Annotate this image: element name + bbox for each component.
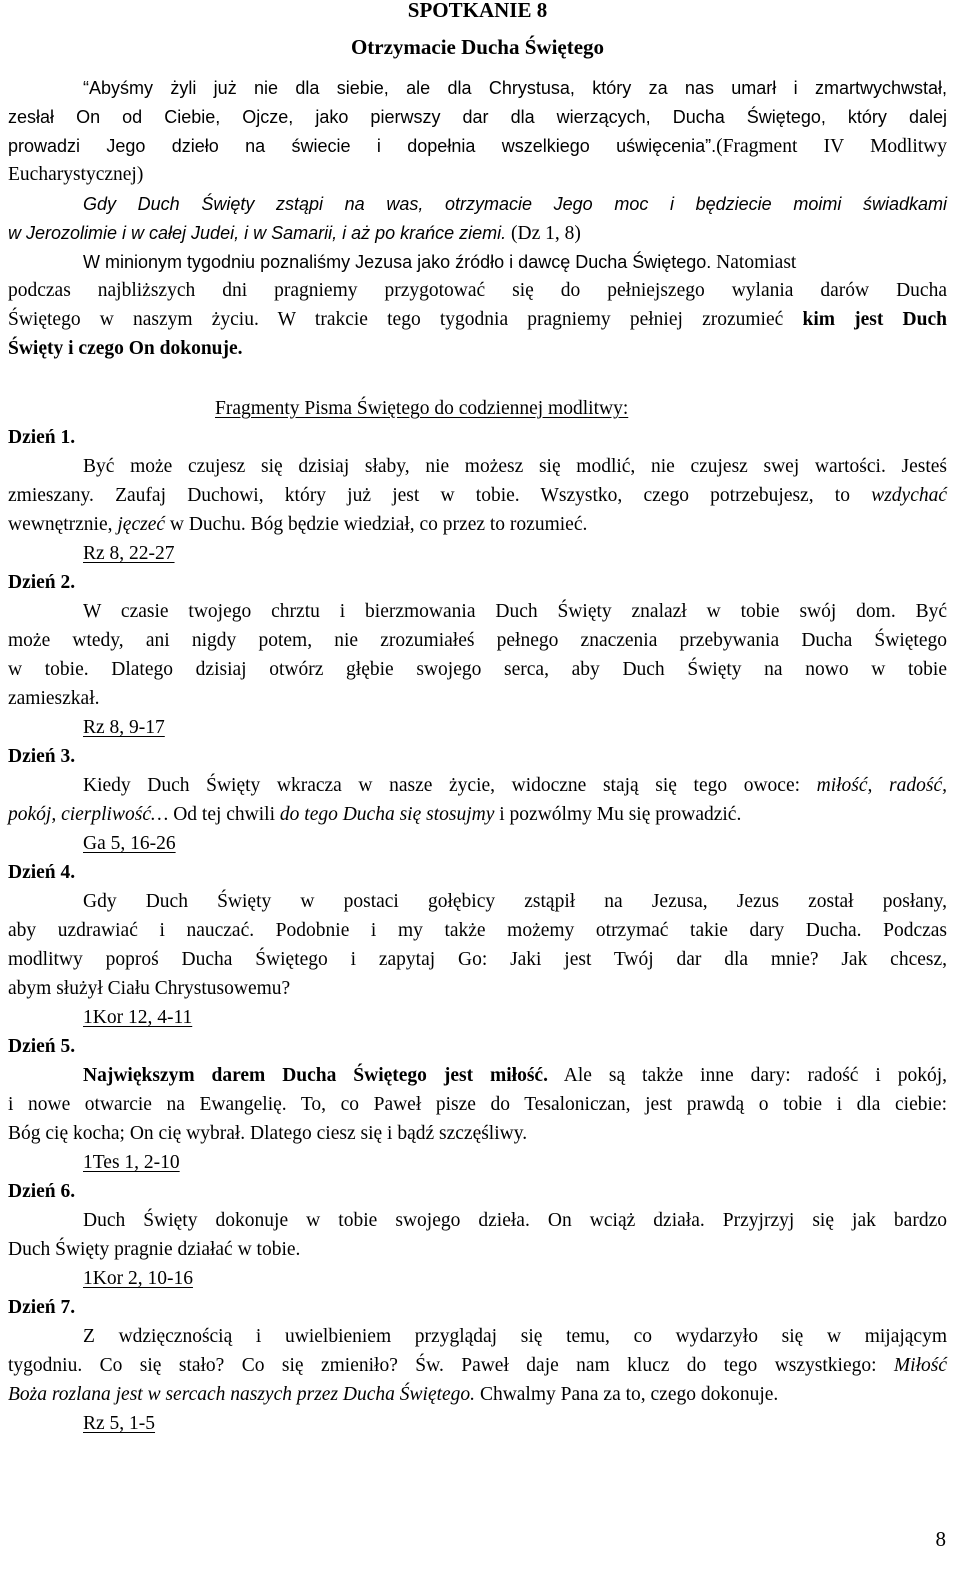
- day-6-ref: [83, 1264, 947, 1294]
- page-number: 8: [935, 1527, 946, 1551]
- intro-line-9: [8, 305, 947, 335]
- intro-line-9-text: Świętego w naszym życiu. W trakcie tego tygodnia pragniemy pełniej zrozumieć: [8, 309, 803, 330]
- day-7-line-3-italic: Boża rozlana jest w sercach naszych przez Ducha Świętego.: [8, 1384, 476, 1405]
- section-heading: Fragmenty Pisma Świętego do codziennej modlitwy:: [215, 398, 629, 419]
- day-4-line-1: Gdy Duch Święty w postaci gołębicy zstąpił na Jezusa, Jezus został posłany,: [83, 891, 947, 912]
- day-1-line-3: [8, 510, 947, 540]
- day-2-line-1: W czasie twojego chrztu i bierzmowania Duch Święty znalazł w tobie swój dom. Być: [83, 601, 947, 622]
- day-2-line-4: zamieszkał.: [8, 688, 100, 709]
- intro-line-2: zesłał On od Ciebie, Ojcze, jako pierwszy dar dla wierzących, Ducha Świętego, który dalej: [8, 107, 947, 127]
- intro-line-9-bold: kim jest Duch: [802, 309, 947, 330]
- intro-verse-line-1: Gdy Duch Święty zstąpi na was, otrzymacie Jego moc i będziecie moimi świadkami: [83, 194, 947, 214]
- day-6-line-1: Duch Święty dokonuje w tobie swojego dzieła. On wciąż działa. Przyjrzyj się jak bardzo: [83, 1210, 947, 1231]
- intro-summary: W minionym tygodniu poznaliśmy Jezusa jako źródło i dawcę Ducha Świętego.: [83, 252, 712, 272]
- intro-summary-cont: Natomiast: [711, 252, 797, 273]
- day-5-line-2: i nowe otwarcie na Ewangelię. To, co Paweł pisze do Tesaloniczan, jest prawdą o tobie i dla ciebie:: [8, 1094, 947, 1115]
- intro-verse-ref: (Dz 1, 8): [506, 223, 581, 244]
- day-5-line-3: Bóg cię kocha; On cię wybrał. Dlatego ciesz się i bądź szczęśliwy.: [8, 1123, 528, 1144]
- day-7-scripture-ref: Rz 5, 1-5: [83, 1413, 156, 1434]
- intro-line-4: Eucharystycznej): [8, 164, 144, 185]
- intro-verse-line-2: [8, 218, 947, 248]
- day-1-line-3-a: wewnętrznie,: [8, 514, 118, 535]
- intro-quote-end: prowadzi Jego dzieło na świecie i dopełnia wszelkiego uświęcenia”.: [8, 136, 717, 156]
- day-1-label: Dzień 1.: [8, 427, 76, 448]
- day-1-line-1: Być może czujesz się dzisiaj słaby, nie możesz się modlić, nie czujesz swej wartości. Jesteś: [83, 456, 947, 477]
- day-3-line-2-b: Od tej chwili: [168, 804, 280, 825]
- day-3-label: Dzień 3.: [8, 746, 76, 767]
- day-7-line-2-text: tygodniu. Co się stało? Co się zmieniło? Św. Paweł daje nam klucz do tego wszystkiego:: [8, 1355, 894, 1376]
- day-5-line-1: [83, 1061, 947, 1091]
- day-2-label: Dzień 2.: [8, 572, 76, 593]
- day-7-line-3-text: Chwalmy Pana za to, czego dokonuje.: [475, 1384, 779, 1405]
- day-3-line-1-italic: miłość, radość,: [816, 775, 947, 796]
- day-3-line-2-d: i pozwólmy Mu się prowadzić.: [494, 804, 742, 825]
- day-4-line-2: aby uzdrawiać i nauczać. Podobnie i my także możemy otrzymać takie dary Ducha. Podczas: [8, 920, 947, 941]
- day-3-line-1: [83, 771, 947, 801]
- day-1-line-2-text: zmieszany. Zaufaj Duchowi, który już jest w tobie. Wszystko, czego potrzebujesz, to: [8, 485, 872, 506]
- day-4-line-3: modlitwy poproś Ducha Świętego i zapytaj Go: Jaki jest Twój dar dla mnie? Jak chcesz,: [8, 949, 947, 970]
- day-3-line-2-italic-2: do tego Ducha się stosujmy: [279, 804, 495, 825]
- day-1-scripture-ref: Rz 8, 22-27: [83, 543, 175, 564]
- day-7-line-2-italic: Miłość: [893, 1355, 947, 1376]
- intro-line-3: [8, 131, 947, 161]
- day-1-line-3-italic: jęczeć: [117, 514, 166, 535]
- intro-line-10: Święty i czego On dokonuje.: [8, 338, 243, 359]
- day-7-line-1: Z wdzięcznością i uwielbieniem przyglądaj się temu, co wydarzyło się w mijającym: [83, 1326, 947, 1347]
- intro-source: (Fragment IV Modlitwy: [716, 136, 947, 157]
- day-5-line-1-bold: Największym darem Ducha Świętego jest miłość.: [83, 1065, 548, 1086]
- day-7-ref: [83, 1409, 947, 1439]
- day-1-line-2: [8, 481, 947, 511]
- day-1-line-3-c: w Duchu. Bóg będzie wiedział, co przez to rozumieć.: [165, 514, 588, 535]
- day-7-line-2: [8, 1351, 947, 1381]
- day-6-line-2: Duch Święty pragnie działać w tobie.: [8, 1239, 301, 1260]
- day-4-label: Dzień 4.: [8, 862, 76, 883]
- day-5-label: Dzień 5.: [8, 1036, 76, 1057]
- meeting-title: SPOTKANIE 8: [407, 0, 548, 22]
- day-3-scripture-ref: Ga 5, 16-26: [83, 833, 176, 854]
- day-3-ref: [83, 829, 947, 859]
- page-title: Otrzymacie Ducha Świętego: [350, 35, 605, 59]
- day-3-line-2-italic: pokój, cierpliwość…: [8, 804, 169, 825]
- day-2-scripture-ref: Rz 8, 9-17: [83, 717, 165, 738]
- day-5-scripture-ref: 1Tes 1, 2-10: [83, 1152, 180, 1173]
- intro-verse-text: w Jerozolimie i w całej Judei, i w Samarii, i aż po krańce ziemi.: [8, 223, 507, 243]
- day-4-line-4: abym służył Ciału Chrystusowemu?: [8, 978, 291, 999]
- day-7-label: Dzień 7.: [8, 1297, 76, 1318]
- day-6-scripture-ref: 1Kor 2, 10-16: [83, 1268, 193, 1289]
- day-5-line-1-text: Ale są także inne dary: radość i pokój,: [547, 1065, 947, 1086]
- day-7-line-3: [8, 1380, 947, 1410]
- day-5-ref: [83, 1148, 947, 1178]
- day-4-ref: [83, 1003, 947, 1033]
- day-3-line-1-text: Kiedy Duch Święty wkracza w nasze życie, widoczne stają się tego owoce:: [83, 775, 817, 796]
- day-2-line-3: w tobie. Dlatego dzisiaj otwórz głębie swojego serca, aby Duch Święty na nowo w tobie: [8, 659, 947, 680]
- intro-line-8: podczas najbliższych dni pragniemy przygotować się do pełniejszego wylania darów Ducha: [8, 280, 947, 301]
- day-3-line-2: [8, 800, 947, 830]
- intro-line-7: [83, 247, 947, 277]
- intro-line-1: “Abyśmy żyli już nie dla siebie, ale dla Chrystusa, który za nas umarł i zmartwychwstał,: [83, 78, 947, 98]
- day-2-ref: [83, 713, 947, 743]
- day-6-label: Dzień 6.: [8, 1181, 76, 1202]
- day-2-line-2: może wtedy, ani nigdy potem, nie zrozumiałeś pełnego znaczenia przebywania Ducha Świętego: [8, 630, 947, 651]
- day-4-scripture-ref: 1Kor 12, 4-11: [83, 1007, 193, 1028]
- day-1-ref: [83, 539, 947, 569]
- day-1-line-2-italic: wzdychać: [871, 485, 947, 506]
